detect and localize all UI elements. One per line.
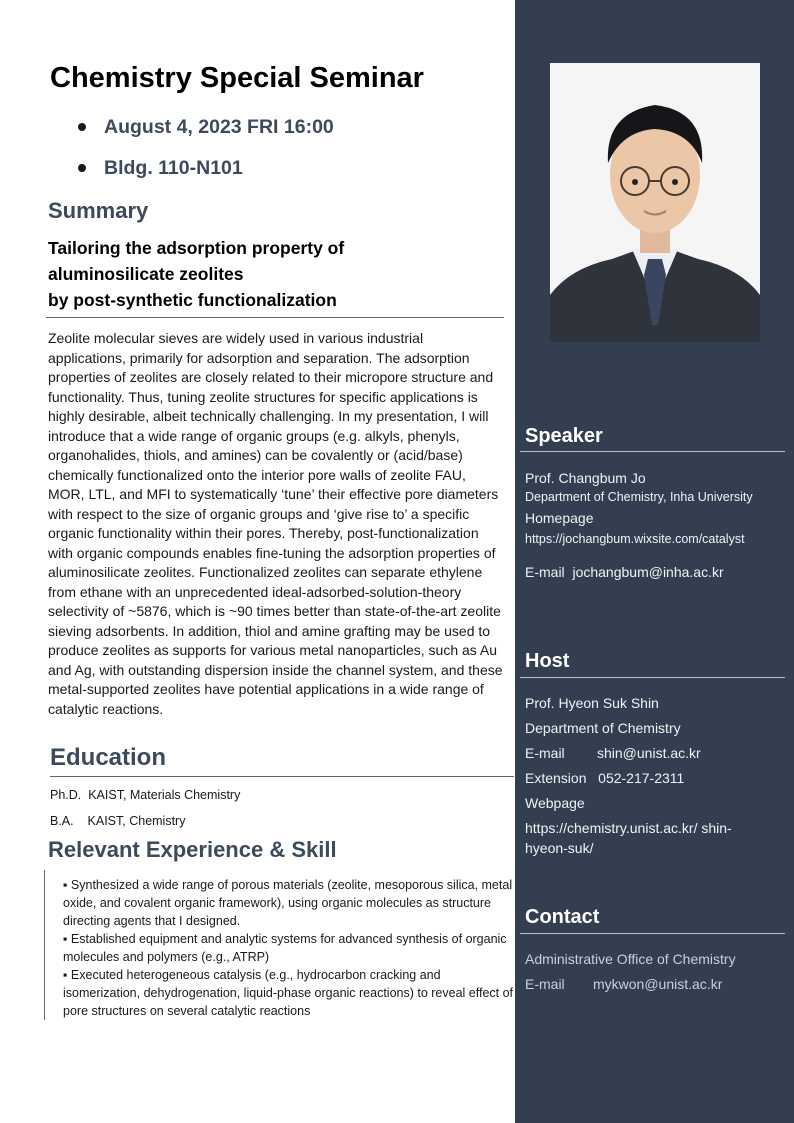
- education-degree: Ph.D.: [50, 788, 82, 802]
- contact-email-label: E-mail: [525, 976, 565, 992]
- experience-item: ▪ Established equipment and analytic systems for advanced synthesis of organic molecules and polymers (e.g., ATRP): [63, 932, 507, 964]
- bullet-icon: [78, 123, 86, 131]
- education-detail: KAIST, Materials Chemistry: [88, 788, 241, 802]
- host-divider: [520, 677, 785, 678]
- host-extension: [525, 770, 684, 786]
- speaker-homepage-label: Homepage: [525, 510, 594, 526]
- talk-title: [48, 235, 344, 313]
- summary-heading: Summary: [48, 198, 149, 223]
- host-extension-value: 052-217-2311: [598, 770, 685, 786]
- contact-email-link[interactable]: mykwon@unist.ac.kr: [593, 976, 723, 992]
- experience-item: ▪ Synthesized a wide range of porous materials (zeolite, mesoporous silica, metal oxide, and covalent organic framework), using organic molecules as structure directing agents that I designed.: [63, 878, 513, 928]
- education-detail: KAIST, Chemistry: [87, 814, 186, 828]
- host-webpage-link[interactable]: https://chemistry.unist.ac.kr/ shin-: [525, 820, 732, 836]
- host-webpage-link-cont[interactable]: hyeon-suk/: [525, 840, 594, 856]
- education-item: [50, 788, 240, 802]
- speaker-email-label: E-mail: [525, 564, 565, 580]
- speaker-email-link[interactable]: jochangbum@inha.ac.kr: [572, 564, 724, 580]
- speaker-email: [525, 564, 724, 580]
- education-degree: B.A.: [50, 814, 74, 828]
- contact-heading: Contact: [525, 906, 600, 928]
- event-info-list: [78, 113, 334, 195]
- host-department: Department of Chemistry: [525, 720, 681, 736]
- host-heading: Host: [525, 650, 570, 672]
- speaker-affiliation: Department of Chemistry, Inha University: [525, 490, 753, 504]
- host-email: [525, 745, 701, 761]
- talk-title-line: Tailoring the adsorption property of: [48, 238, 345, 258]
- event-location-text: Bldg. 110-N101: [104, 157, 243, 179]
- event-date-text: August 4, 2023 FRI 16:00: [104, 116, 334, 138]
- speaker-homepage-link[interactable]: https://jochangbum.wixsite.com/catalyst: [525, 532, 745, 546]
- abstract-text: Zeolite molecular sieves are widely used in various industrial applications, primarily for adsorption and separation. The adsorption properties of zeolites are closely related to their micropore structure and functionality. Thus, tuning zeolite structures for specific applications is highly desirable, albeit technically challenging. In my presentation, I will introduce that a wide range of organic groups (e.g. alkyls, phenyls, organohalides, thiols, and amines) can be covalently or (acid/base) chemically functionalized onto the interior pore walls of zeolite FAU, MOR, LTL, and MFI to systematically ‘tune’ their effective pore diameters with respect to the size of organic groups and ‘give rise to’ a specific organic functionality within their pores. Thereby, post-functionalization with organic compounds enables fine-tuning the adsorption properties of aluminosilicate zeolites. Functionalized zeolites can separate ethylene from ethane with an unprecedented ideal-adsorbed-solution-theory selectivity of ~5876, which is ~90 times better than state-of-the-art zeolite sieving adsorbents. In addition, thiol and amine grafting may be used to produce zeolites as supports for various metal nanoparticles, such as Au and Ag, with outstanding dispersion inside the channel system, and these metal-supported zeolites have potential applications in a wide range of catalytic reactions.: [48, 330, 503, 717]
- page-title: Chemistry Special Seminar: [50, 62, 424, 94]
- speaker-photo: [550, 63, 760, 342]
- speaker-name: Prof. Changbum Jo: [525, 470, 646, 486]
- talk-title-line: by post-synthetic functionalization: [48, 290, 337, 310]
- experience-list: [44, 870, 514, 1020]
- host-email-label: E-mail: [525, 745, 565, 761]
- education-divider: [50, 776, 514, 777]
- contact-divider: [520, 933, 785, 934]
- host-extension-label: Extension: [525, 770, 587, 786]
- bullet-icon: [78, 164, 86, 172]
- speaker-divider: [520, 451, 785, 452]
- summary-divider: [46, 317, 504, 318]
- host-name: Prof. Hyeon Suk Shin: [525, 695, 659, 711]
- event-date: [78, 113, 334, 154]
- talk-title-line: aluminosilicate zeolites: [48, 264, 244, 284]
- speaker-portrait-icon: [550, 63, 760, 342]
- contact-email: [525, 976, 723, 992]
- host-email-link[interactable]: shin@unist.ac.kr: [597, 745, 701, 761]
- education-heading: Education: [50, 744, 167, 771]
- contact-office: Administrative Office of Chemistry: [525, 951, 736, 967]
- speaker-heading: Speaker: [525, 425, 603, 447]
- experience-item: ▪ Executed heterogeneous catalysis (e.g., hydrocarbon cracking and isomerization, dehydrogenation, liquid-phase organic reactions) to reveal effect of pore structures on several catalytic reactions: [63, 968, 514, 1018]
- education-item: [50, 814, 185, 828]
- event-location: [78, 154, 334, 195]
- host-webpage-label: Webpage: [525, 795, 585, 811]
- experience-heading: Relevant Experience & Skill: [48, 837, 337, 862]
